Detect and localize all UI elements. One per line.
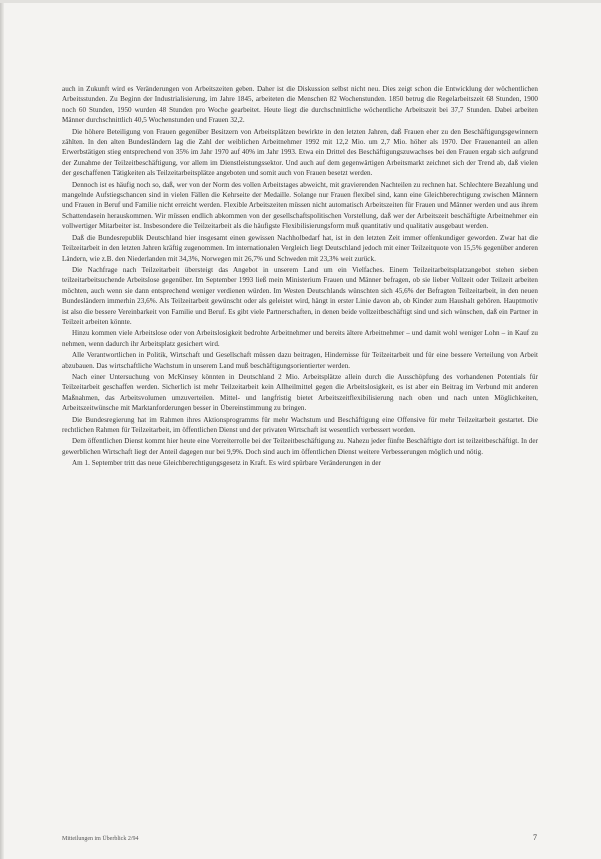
paragraph: Am 1. September tritt das neue Gleichberechtigungsgesetz in Kraft. Es wird spürbare Veränderungen in der [72, 459, 381, 468]
body-text [62, 84, 538, 470]
paragraph: auch in Zukunft wird es Veränderungen von Arbeitszeiten geben. Daher ist die Diskussion selbst nicht neu. Dies zeigt schon die Entwicklung der wöchentlichen Arbeitsstunden. Zu Beginn der Industrialisierung, im Jahre 1845, arbeiteten die Menschen 82 Wochenstunden. 1850 betrug die Regelarbeitszeit 68 Stunden, 1900 noch 60 Stunden, 1950 wurden 48 Stunden pro Woche gearbeitet. Heute liegt die durchschnittliche wöchentliche Arbeitszeit bei 37,7 Stunden. Dabei arbeiten Männer durchschnittlich 40,5 Wochenstunden und Frauen 32,2. [62, 85, 538, 125]
paragraph: Alle Verantwortlichen in Politik, Wirtschaft und Gesellschaft müssen dazu beitragen, Hindernisse für Teilzeitarbeit und für eine bessere Verteilung von Arbeit abzubauen. Das wirtschaftliche Wachstum in unserem Land muß beschäftigungsorientierter werden. [62, 351, 538, 370]
page-shadow-edge [0, 0, 4, 859]
paragraph: Dennoch ist es häufig noch so, daß, wer von der Norm des vollen Arbeitstages abweicht, mit gravierenden Nachteilen zu rechnen hat. Schlechtere Bezahlung und mangelnde Aufstiegschancen sind in vielen Fällen die Kehrseite der Medaille. Solange nur Frauen flexibel sind, kann eine Gleichberechtigung zwischen Männern und Frauen in Beruf und Familie nicht erreicht werden. Flexible Arbeitszeiten müssen nicht automatisch Arbeitszeiten für Frauen und Männer werden und aus ihrem Schattendasein herauskommen. Wir müssen endlich abkommen von der gesellschaftspolitischen Vorstellung, daß wer der Arbeitszeit beschäftigte Arbeitnehmer ein vollwertiger Mitarbeiter ist. Insbesondere die Teilzeitarbeit als die häufigste Flexibilisierungsform muß quantitativ und qualitativ ausgebaut werden. [62, 180, 538, 231]
paragraph: Daß die Bundesrepublik Deutschland hier insgesamt einen gewissen Nachholbedarf hat, ist in den letzten Zeit immer offenkundiger geworden. Zwar hat die Teilzeitarbeit in den letzten Jahren kräftig zugenommen. Im internationalen Vergleich liegt Deutschland jedoch mit einer Teilzeitquote von 15,5% gegenüber anderen Ländern, wie z.B. den Niederlanden mit 34,3%, Norwegen mit 26,7% und Schweden mit 23,3% weit zurück. [62, 233, 538, 263]
paragraph: Hinzu kommen viele Arbeitslose oder von Arbeitslosigkeit bedrohte Arbeitnehmer und bereits ältere Arbeitnehmer – und damit wohl weniger Lohn – in Kauf zu nehmen, wenn dadurch ihr Arbeitsplatz gesichert wird. [62, 329, 538, 348]
paragraph: Die Nachfrage nach Teilzeitarbeit übersteigt das Angebot in unserem Land um ein Vielfaches. Einem Teilzeitarbeitsplatzangebot stehen sieben teilzeitarbeitsuchende Arbeitslose gegenüber. Im September 1993 ließ mein Ministerium Frauen und Männer befragen, ob sie lieber Vollzeit oder Teilzeit arbeiten möchten, auch wenn sie dann entsprechend weniger verdienen würden. Im Westen Deutschlands wünschten sich 45,6% der Befragten Teilzeitarbeit, in den neuen Bundesländern immerhin 23,6%. Als Teilzeitarbeit gewünscht oder als geleistet wird, hängt in erster Linie davon ab, ob Kinder zum Haushalt gehören. Hauptmotiv ist also die bessere Vereinbarkeit von Familie und Beruf. Es gibt viele Partnerschaften, in denen beide vollzeitbeschäftigt sind und sich wünschen, daß ein Partner in Teilzeit arbeiten könnte. [62, 265, 538, 326]
paragraph: Die höhere Beteiligung von Frauen gegenüber Besitzern von Arbeitsplätzen bewirkte in den letzten Jahren, daß Frauen eher zu den Beschäftigungsgewinnern zählten. In den alten Bundesländern lag die Zahl der weiblichen Arbeitnehmer 1992 mit 12,2 Mio. um 2,7 Mio. höher als 1970. Der Frauenanteil an allen Erwerbstätigen stieg entsprechend von 35% im Jahr 1970 auf 40% im Jahr 1993. Etwa ein Drittel des Beschäftigungszuwachses bei den Frauen ergab sich aufgrund der Zunahme der Teilzeitbeschäftigung, vor allem im Dienstleistungssektor. Und auch auf dem gegenwärtigen Arbeitsmarkt zeichnet sich der Trend ab, daß vielen der geschaffenen Tätigkeiten als Teilzeitarbeitsplätze angeboten und somit auch von Frauen besetzt werden. [62, 127, 538, 178]
footer-publication: Mitteilungen im Überblick 2/94 [62, 836, 139, 842]
paragraph: Die Bundesregierung hat im Rahmen ihres Aktionsprogramms für mehr Wachstum und Beschäftigung eine Offensive für mehr Teilzeitarbeit gestartet. Die rechtlichen Rahmen für Teilzeitarbeit, im öffentlichen Dienst und der privaten Wirtschaft ist wesentlich verbessert worden. [62, 415, 538, 434]
paragraph: Nach einer Untersuchung von McKinsey könnten in Deutschland 2 Mio. Arbeitsplätze allein durch die Ausschöpfung des vorhandenen Potentials für Teilzeitarbeit geschaffen werden. Sicherlich ist mehr Teilzeitarbeit kein Allheilmittel gegen die Arbeitslosigkeit, es ist aber ein Beitrag im Verbund mit anderen Maßnahmen, das Arbeitsvolumen umzuverteilen. Mittel- und langfristig bietet Arbeitszeitflexibilisierung nach oben und nach unten Möglichkeiten, Arbeitszeitwünsche mit Marktanforderungen besser in Übereinstimmung zu bringen. [62, 372, 538, 413]
page-top-edge [0, 0, 601, 3]
paragraph: Dem öffentlichen Dienst kommt hier heute eine Vorreiterrolle bei der Teilzeitbeschäftigung zu. Nahezu jeder fünfte Beschäftigte dort ist teilzeitbeschäftigt. In der gewerblichen Wirtschaft liegt der Anteil dagegen nur bei 9,9%. Doch sind auch im öffentlichen Dienst weitere Verbesserungen möglich und nötig. [62, 437, 538, 456]
page-number: 7 [533, 833, 537, 842]
